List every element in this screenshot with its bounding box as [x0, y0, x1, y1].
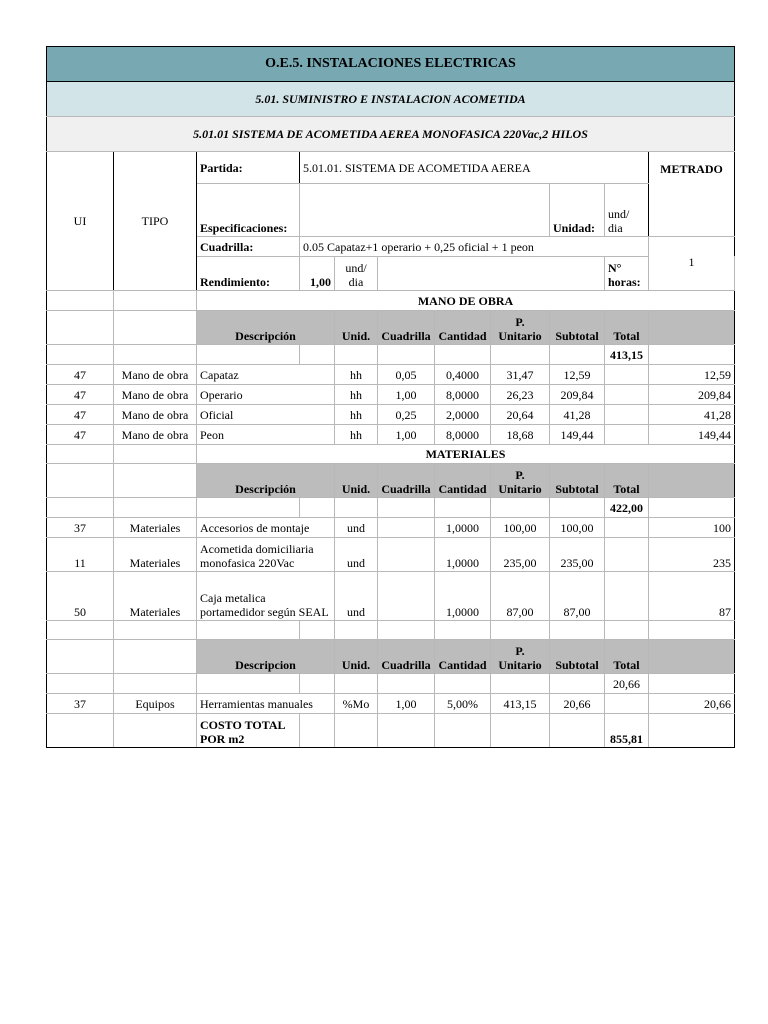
materiales-title: MATERIALES: [197, 445, 735, 464]
table-cell: 12,59: [550, 365, 605, 385]
table-cell: 20,66: [649, 694, 735, 714]
table-cell: Materiales: [114, 572, 197, 621]
col-header-subtotal: Subtotal: [550, 464, 605, 498]
horas-label: N° horas:: [605, 257, 649, 291]
table-cell: hh: [335, 385, 378, 405]
unidad-label: Unidad:: [550, 184, 605, 237]
table-cell: [435, 498, 491, 518]
tipo-header: TIPO: [114, 152, 197, 291]
table-cell: [649, 674, 735, 694]
table-cell: [649, 498, 735, 518]
equipos-total: 20,66: [605, 674, 649, 694]
table-cell: 1,00: [378, 385, 435, 405]
table-cell: 8,0000: [435, 425, 491, 445]
table-cell: 0,05: [378, 365, 435, 385]
table-cell: [378, 674, 435, 694]
metrado-value: 1: [649, 237, 735, 291]
table-cell: 47: [47, 405, 114, 425]
table-cell: %Mo: [335, 694, 378, 714]
table-cell: [47, 445, 114, 464]
table-cell: [550, 345, 605, 365]
table-cell: [114, 445, 197, 464]
table-row: [47, 425, 735, 445]
table-cell: [47, 674, 114, 694]
table-cell: [550, 498, 605, 518]
table-cell: hh: [335, 405, 378, 425]
table-cell: 37: [47, 518, 114, 538]
table-cell: 235,00: [491, 538, 550, 572]
costo-total-label: COSTO TOTAL POR m2: [197, 714, 300, 748]
table-cell: [114, 345, 197, 365]
table-cell: [649, 621, 735, 640]
table-cell: [649, 714, 735, 748]
table-cell: Accesorios de montaje: [197, 518, 335, 538]
table-cell: 12,59: [649, 365, 735, 385]
col-header-cuadrilla: Cuadrilla: [378, 311, 435, 345]
table-cell: 26,23: [491, 385, 550, 405]
table-cell: 31,47: [491, 365, 550, 385]
table-cell: 413,15: [491, 694, 550, 714]
col-header-cantidad: Cantidad: [435, 464, 491, 498]
table-cell: [335, 621, 378, 640]
table-cell: 0,25: [378, 405, 435, 425]
table-row: [47, 405, 735, 425]
table-cell: [197, 345, 300, 365]
table-cell: 20,64: [491, 405, 550, 425]
table-cell: Peon: [197, 425, 335, 445]
table-cell: [335, 498, 378, 518]
col-header-punitario: P. Unitario: [491, 640, 550, 674]
table-cell: [300, 345, 335, 365]
table-cell: 149,44: [550, 425, 605, 445]
sheet-title: O.E.5. INSTALACIONES ELECTRICAS: [47, 47, 735, 82]
col-header-descripcion: Descripción: [197, 311, 335, 345]
cuadrilla-label: Cuadrilla:: [197, 237, 300, 257]
table-cell: [605, 365, 649, 385]
table-cell: 1,0000: [435, 518, 491, 538]
table-cell: Mano de obra: [114, 365, 197, 385]
table-cell: 100,00: [550, 518, 605, 538]
cuadrilla-value: 0.05 Capataz+1 operario + 0,25 oficial + 1 peon: [300, 237, 649, 257]
col-header-punitario: P. Unitario: [491, 311, 550, 345]
table-cell: [378, 714, 435, 748]
table-row: [47, 365, 735, 385]
col-header-cuadrilla: Cuadrilla: [378, 464, 435, 498]
table-cell: 41,28: [550, 405, 605, 425]
table-cell: [47, 498, 114, 518]
table-cell: [378, 345, 435, 365]
table-cell: 87: [649, 572, 735, 621]
table-cell: [114, 674, 197, 694]
table-cell: 1,0000: [435, 572, 491, 621]
table-cell: und: [335, 572, 378, 621]
col-header-cantidad: Cantidad: [435, 311, 491, 345]
col-header-punitario: P. Unitario: [491, 464, 550, 498]
table-cell: [300, 621, 335, 640]
table-cell: 8,0000: [435, 385, 491, 405]
table-cell: Mano de obra: [114, 425, 197, 445]
table-row: [47, 538, 735, 572]
table-cell: [378, 621, 435, 640]
table-cell: Acometida domiciliaria monofasica 220Vac: [197, 538, 335, 572]
table-cell: [114, 498, 197, 518]
table-cell: [47, 640, 114, 674]
table-cell: [605, 621, 649, 640]
mano-obra-header-row: [47, 311, 735, 345]
table-cell: [491, 345, 550, 365]
col-header-unid: Unid.: [335, 640, 378, 674]
costo-total-value: 855,81: [605, 714, 649, 748]
table-cell: [491, 621, 550, 640]
rendimiento-value: 1,00: [300, 257, 335, 291]
especificaciones-value: [300, 184, 550, 237]
table-cell: [435, 674, 491, 694]
partida-value: 5.01.01. SISTEMA DE ACOMETIDA AEREA: [300, 152, 649, 184]
ui-header: UI: [47, 152, 114, 291]
table-cell: [197, 621, 300, 640]
table-cell: 1,00: [378, 425, 435, 445]
table-cell: [114, 464, 197, 498]
table-cell: Caja metalica portamedidor según SEAL: [197, 572, 335, 621]
table-cell: [300, 674, 335, 694]
table-cell: 11: [47, 538, 114, 572]
table-cell: [605, 405, 649, 425]
costo-total-row: [47, 714, 735, 748]
table-cell: 1,0000: [435, 538, 491, 572]
table-cell: hh: [335, 425, 378, 445]
partida-label: Partida:: [197, 152, 300, 184]
equipos-header-row: [47, 640, 735, 674]
col-header-cantidad: Cantidad: [435, 640, 491, 674]
col-header-unid: Unid.: [335, 464, 378, 498]
table-cell: 149,44: [649, 425, 735, 445]
table-cell: [114, 714, 197, 748]
rendimiento-label: Rendimiento:: [197, 257, 300, 291]
table-row: [47, 518, 735, 538]
table-cell: Equipos: [114, 694, 197, 714]
table-cell: und: [335, 518, 378, 538]
table-cell: [491, 674, 550, 694]
col-header-cuadrilla: Cuadrilla: [378, 640, 435, 674]
mano-obra-total: 413,15: [605, 345, 649, 365]
table-cell: [605, 538, 649, 572]
table-cell: 100,00: [491, 518, 550, 538]
rendimiento-unit: und/ dia: [335, 257, 378, 291]
col-header-total: Total: [605, 311, 649, 345]
table-cell: [300, 498, 335, 518]
table-cell: [47, 621, 114, 640]
table-cell: [491, 714, 550, 748]
table-cell: Operario: [197, 385, 335, 405]
table-cell: [649, 464, 735, 498]
table-cell: 87,00: [491, 572, 550, 621]
col-header-total: Total: [605, 640, 649, 674]
table-cell: [605, 518, 649, 538]
table-cell: [47, 464, 114, 498]
table-cell: 20,66: [550, 694, 605, 714]
table-cell: 5,00%: [435, 694, 491, 714]
table-cell: [335, 345, 378, 365]
table-cell: 47: [47, 425, 114, 445]
table-cell: 0,4000: [435, 365, 491, 385]
table-cell: [47, 714, 114, 748]
table-cell: Materiales: [114, 518, 197, 538]
table-cell: 235: [649, 538, 735, 572]
table-cell: [378, 498, 435, 518]
table-cell: 41,28: [649, 405, 735, 425]
materiales-header-row: [47, 464, 735, 498]
table-cell: hh: [335, 365, 378, 385]
table-cell: [605, 385, 649, 405]
cost-analysis-table: [46, 46, 735, 748]
table-row: [47, 385, 735, 405]
table-cell: 47: [47, 385, 114, 405]
table-cell: 100: [649, 518, 735, 538]
table-cell: und: [335, 538, 378, 572]
table-cell: [435, 621, 491, 640]
col-header-subtotal: Subtotal: [550, 311, 605, 345]
table-cell: Herramientas manuales: [197, 694, 335, 714]
table-cell: [378, 538, 435, 572]
table-cell: 47: [47, 365, 114, 385]
table-row: [47, 572, 735, 621]
unidad-value: und/ dia: [605, 184, 649, 237]
mano-obra-title: MANO DE OBRA: [197, 291, 735, 311]
section-title: 5.01.01 SISTEMA DE ACOMETIDA AEREA MONOFASICA 220Vac,2 HILOS: [47, 117, 735, 152]
table-cell: [605, 572, 649, 621]
col-header-total: Total: [605, 464, 649, 498]
col-header-subtotal: Subtotal: [550, 640, 605, 674]
table-cell: 50: [47, 572, 114, 621]
table-cell: Mano de obra: [114, 405, 197, 425]
table-cell: 235,00: [550, 538, 605, 572]
table-cell: [550, 621, 605, 640]
table-cell: Capataz: [197, 365, 335, 385]
table-cell: [47, 345, 114, 365]
table-cell: [649, 640, 735, 674]
table-cell: [378, 572, 435, 621]
table-cell: [649, 345, 735, 365]
table-cell: 1,00: [378, 694, 435, 714]
table-cell: [550, 674, 605, 694]
table-cell: [335, 714, 378, 748]
table-cell: 18,68: [491, 425, 550, 445]
table-cell: Mano de obra: [114, 385, 197, 405]
table-cell: [300, 714, 335, 748]
table-cell: [114, 621, 197, 640]
table-cell: Materiales: [114, 538, 197, 572]
table-cell: [114, 640, 197, 674]
col-header-unid: Unid.: [335, 311, 378, 345]
table-cell: 209,84: [649, 385, 735, 405]
sheet-subtitle: 5.01. SUMINISTRO E INSTALACION ACOMETIDA: [47, 82, 735, 117]
table-cell: 87,00: [550, 572, 605, 621]
table-cell: 37: [47, 694, 114, 714]
table-cell: [491, 498, 550, 518]
table-cell: [335, 674, 378, 694]
table-cell: Oficial: [197, 405, 335, 425]
table-cell: [605, 694, 649, 714]
table-cell: [378, 518, 435, 538]
table-cell: [435, 345, 491, 365]
table-row: [47, 694, 735, 714]
metrado-label: METRADO: [649, 152, 735, 237]
table-cell: [605, 425, 649, 445]
table-cell: [435, 714, 491, 748]
table-cell: 209,84: [550, 385, 605, 405]
especificaciones-label: Especificaciones:: [197, 184, 300, 237]
col-header-descripcion: Descripcion: [197, 640, 335, 674]
materiales-total: 422,00: [605, 498, 649, 518]
col-header-descripcion: Descripción: [197, 464, 335, 498]
table-cell: [550, 714, 605, 748]
table-cell: [197, 498, 300, 518]
table-cell: [197, 674, 300, 694]
table-cell: 2,0000: [435, 405, 491, 425]
